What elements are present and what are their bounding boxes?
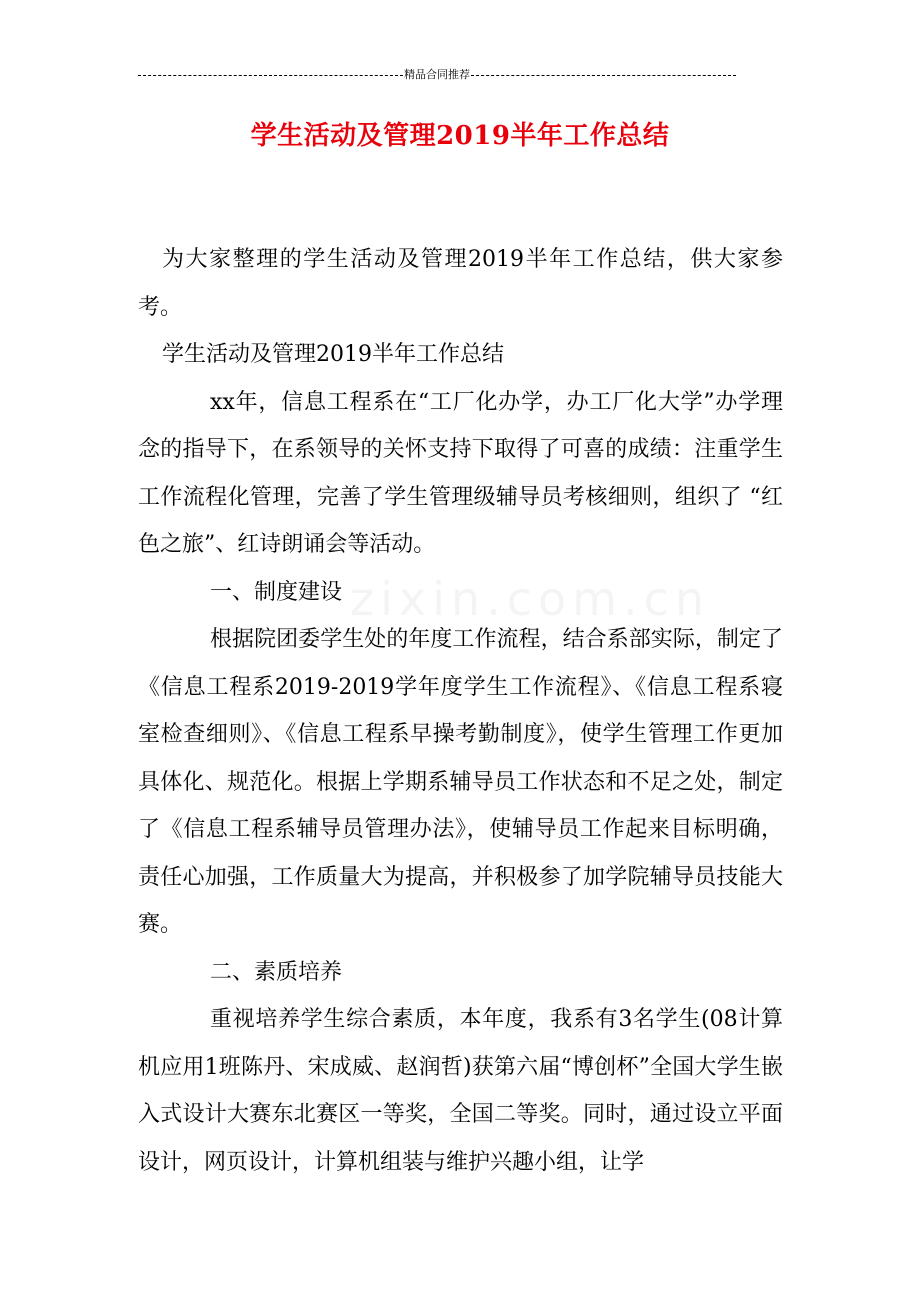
paragraph: 学生活动及管理2019半年工作总结 <box>162 342 504 367</box>
section-heading: 二、素质培养 <box>210 959 343 985</box>
header-label: 精品合同推荐 <box>404 68 470 81</box>
section-heading: 一、制度建设 <box>210 579 343 605</box>
paragraph: 为大家整理的学生活动及管理2019半年工作总结，供大家参考。 <box>138 247 783 320</box>
paragraph: 重视培养学生综合素质，本年度，我系有3名学生(08计算机应用1班陈丹、宋成威、赵润哲)获第六届“博创杯”全国大学生嵌入式设计大赛东北赛区一等奖，全国二等奖。同时，通过设立平面设计，网页设计，计算机组装与维护兴趣小组，让学 <box>138 1007 783 1175</box>
document-title: 学生活动及管理2019半年工作总结 <box>250 121 670 151</box>
paragraph: 根据院团委学生处的年度工作流程，结合系部实际，制定了《信息工程系2019-2019学年度学生工作流程》、《信息工程系寝室检查细则》、《信息工程系早操考勤制度》，使学生管理工作更加具体化、规范化。根据上学期系辅导员工作状态和不足之处，制定了《信息工程系辅导员管理办法》，使辅导员工作起来目标明确，责任心加强，工作质量大为提高，并积极参了加学院辅导员技能大赛。 <box>138 627 783 937</box>
header-bar <box>138 66 736 84</box>
header-dash-left <box>138 75 403 76</box>
paragraph: xx年，信息工程系在“工厂化办学，办工厂化大学”办学理念的指导下，在系领导的关怀支持下取得了可喜的成绩：注重学生工作流程化管理，完善了学生管理级辅导员考核细则，组织了 “红色之旅”、红诗朗诵会等活动。 <box>138 389 783 557</box>
document-body <box>138 236 783 1186</box>
header-dash-right <box>471 75 736 76</box>
